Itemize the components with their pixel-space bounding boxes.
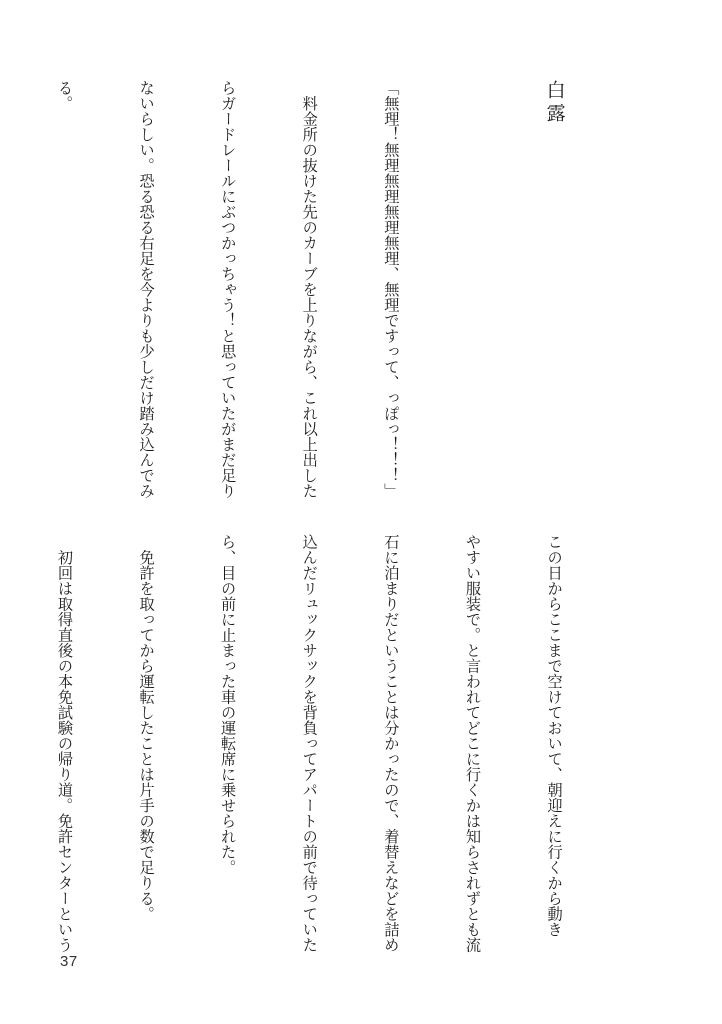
text-line: 料金所の抜けた先のカーブを上りながら、これ以上出した bbox=[300, 80, 319, 499]
text-line: らガードレールにぶつかっちゃう！と思っていたがまだ足り bbox=[219, 80, 238, 499]
text-line: 「無理！無理無理無理無理、無理ですって、っぽっ！！！」 bbox=[382, 80, 401, 499]
text-line: る。 bbox=[55, 80, 74, 111]
title-spacer bbox=[459, 80, 486, 510]
chapter-title: 白露 bbox=[543, 80, 566, 126]
lower-text-block bbox=[55, 534, 622, 954]
page-number: 37 bbox=[60, 953, 78, 970]
text-line: この日からここまで空けておいて、朝迎えに行くから動き bbox=[545, 534, 564, 937]
upper-text-block bbox=[55, 80, 622, 510]
text-line: ら、目の前に止まった車の運転席に乗せられた。 bbox=[219, 534, 238, 875]
text-line: 石に泊まりだということは分かったので、着替えなどを詰め bbox=[382, 534, 401, 953]
text-line: 込んだリュックサックを背負ってアパートの前で待っていた bbox=[300, 534, 319, 953]
text-line: 初回は取得直後の本免試験の帰り道。免許センターという bbox=[55, 534, 74, 953]
text-line: やすい服装で。と言われてどこに行くかは知らされずとも流 bbox=[463, 534, 482, 953]
text-line: 免許を取ってから運転したことは片手の数で足りる。 bbox=[137, 534, 156, 922]
text-line: ないらしい。恐る恐る右足を今よりも少しだけ踏み込んでみ bbox=[137, 80, 156, 499]
